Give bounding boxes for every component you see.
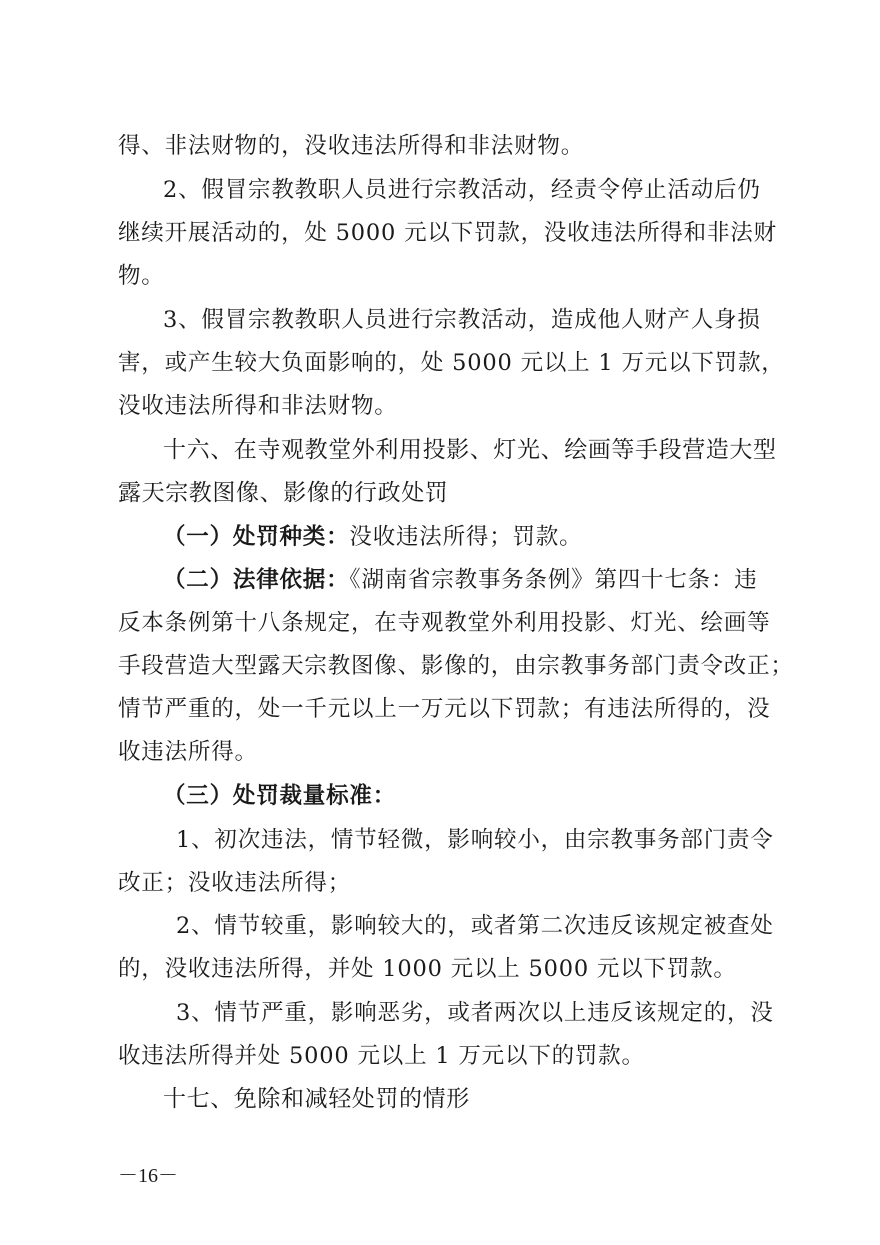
legal-basis-text: 《湖南省宗教事务条例》第四十七条：违 [349, 567, 758, 593]
text-line: 2、情节较重，影响较大的，或者第二次违反该规定被查处 [176, 913, 774, 939]
text-line: 的，没收违法所得，并处 1000 元以上 5000 元以下罚款。 [118, 956, 737, 982]
penalty-type-label: （一）处罚种类： [163, 524, 350, 550]
discretion-standard-label: （三）处罚裁量标准： [163, 783, 397, 809]
page-number: －16－ [118, 1165, 178, 1187]
legal-basis-line [163, 565, 758, 595]
penalty-type-text: 没收违法所得；罚款。 [349, 524, 583, 550]
text-line: 物。 [118, 263, 165, 289]
section-heading: 十六、在寺观教堂外利用投影、灯光、绘画等手段营造大型 [163, 437, 777, 463]
text-line: 情节严重的，处一千元以上一万元以下罚款；有违法所得的，没 [118, 696, 771, 722]
text-line: 反本条例第十八条规定，在寺观教堂外利用投影、灯光、绘画等 [118, 610, 771, 636]
text-line: 3、假冒宗教教职人员进行宗教活动，造成他人财产人身损 [163, 307, 761, 333]
text-line: 改正；没收违法所得； [118, 870, 352, 896]
section-heading: 露天宗教图像、影像的行政处罚 [118, 480, 449, 506]
text-line: 没收违法所得和非法财物。 [118, 393, 398, 419]
text-line: 手段营造大型露天宗教图像、影像的，由宗教事务部门责令改正； [118, 653, 794, 679]
text-line: 害，或产生较大负面影响的，处 5000 元以上 1 万元以下罚款， [118, 350, 785, 376]
text-line: 1、初次违法，情节轻微，影响较小，由宗教事务部门责令 [176, 827, 774, 853]
text-line: 得、非法财物的，没收违法所得和非法财物。 [118, 133, 585, 159]
text-line: 继续开展活动的，处 5000 元以下罚款，没收违法所得和非法财 [118, 220, 777, 246]
text-line: 2、假冒宗教教职人员进行宗教活动，经责令停止活动后仍 [163, 177, 761, 203]
text-line: 3、情节严重，影响恶劣，或者两次以上违反该规定的，没 [176, 1000, 774, 1026]
text-line: 收违法所得。 [118, 739, 258, 765]
text-line: 收违法所得并处 5000 元以上 1 万元以下的罚款。 [118, 1043, 645, 1069]
section-heading: 十七、免除和减轻处罚的情形 [163, 1086, 470, 1112]
legal-basis-label: （二）法律依据： [163, 567, 350, 593]
penalty-type-line [163, 522, 582, 552]
